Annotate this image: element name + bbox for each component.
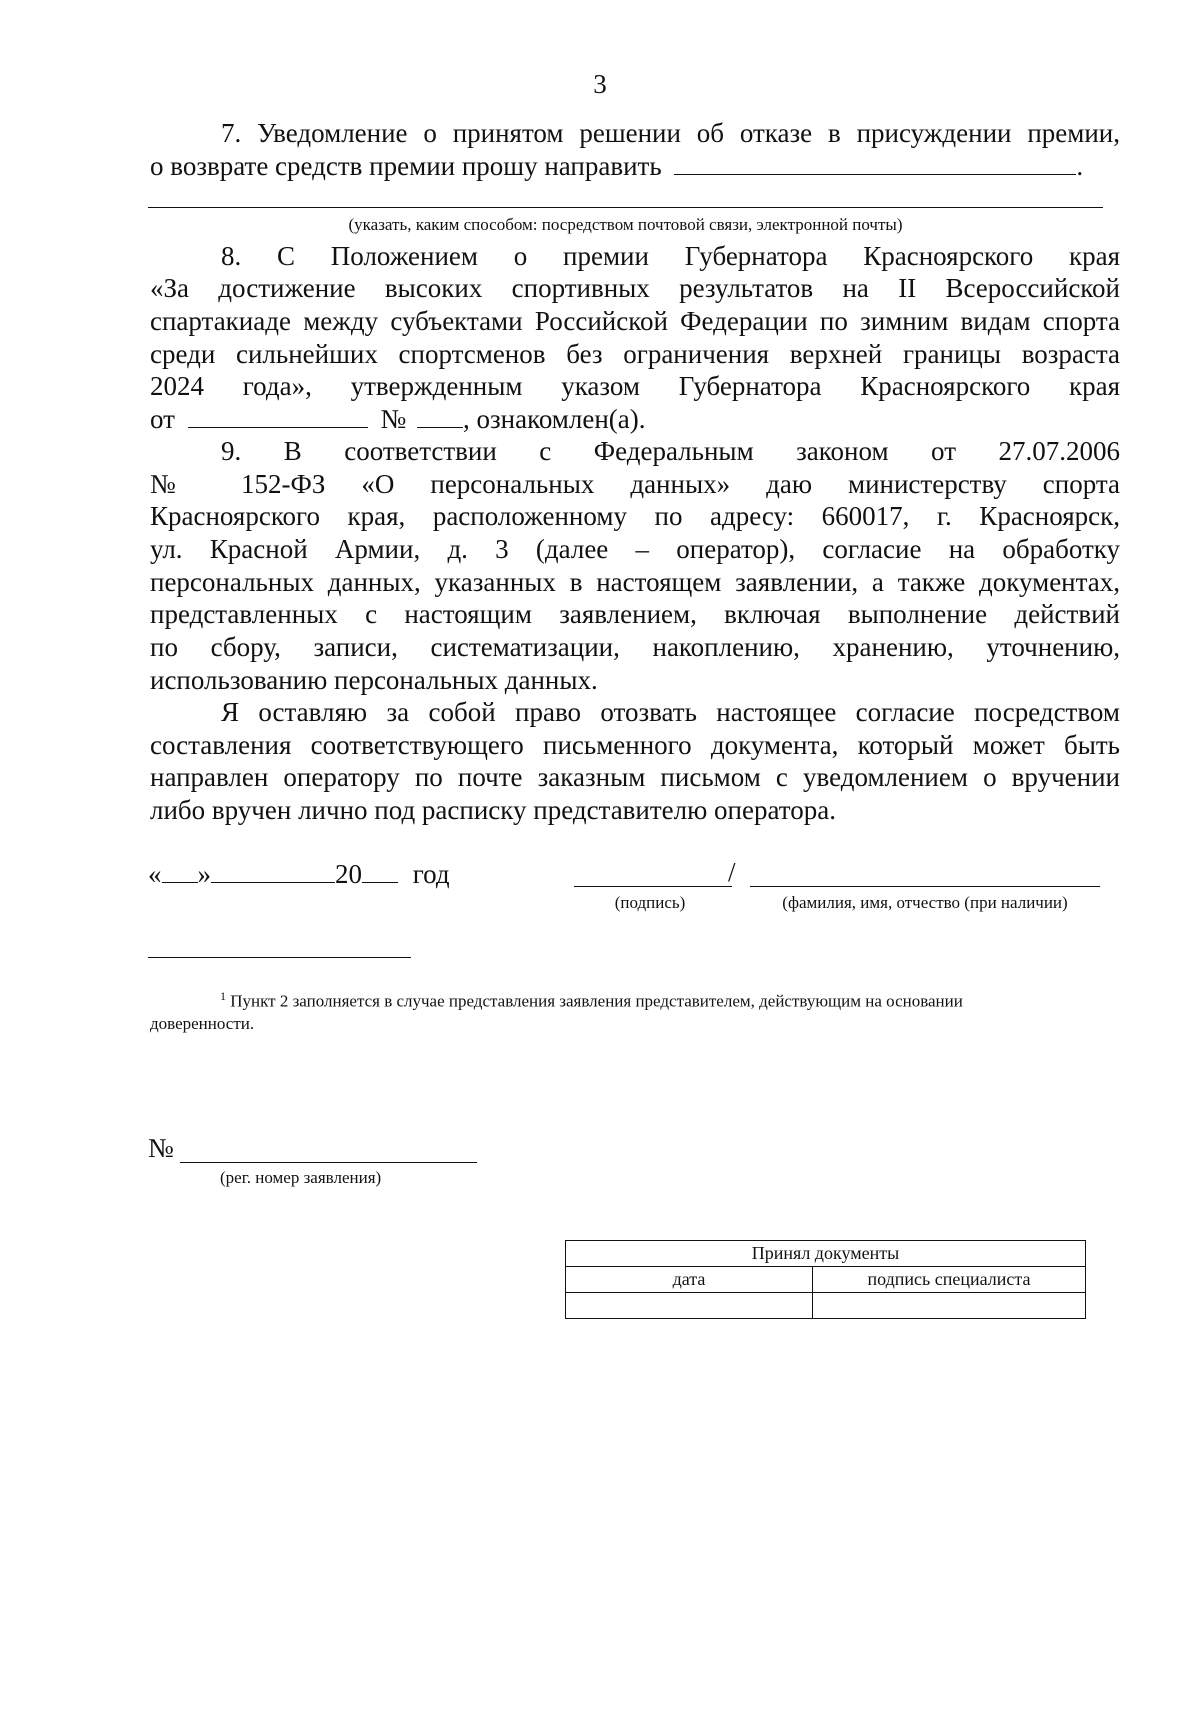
full-name-line[interactable] (750, 886, 1100, 887)
item8-line6 (150, 403, 1120, 436)
item9-line5: персональных данных, указанных в настоящем заявлении, а также документах, (150, 567, 1120, 597)
year-blank[interactable] (362, 858, 398, 883)
date-quote-open: « (148, 859, 162, 889)
accept-table-sign-cell[interactable] (813, 1293, 1086, 1319)
signature-label: (подпись) (614, 893, 686, 912)
item9-line3: Красноярского края, расположенному по адресу: 660017, г. Красноярск, (150, 501, 1120, 531)
item8-line4: среди сильнейших спортсменов без ограничения верхней границы возраста (150, 339, 1120, 369)
acknowledged-text: , ознакомлен(а). (462, 404, 646, 434)
year-prefix: 20 (335, 859, 362, 889)
accept-table-date-header: дата (566, 1267, 813, 1293)
item7-line1: 7. Уведомление о принятом решении об отказе в присуждении премии, (221, 118, 1120, 148)
item7-period: . (1076, 151, 1084, 181)
footnote-separator (148, 957, 411, 958)
item8-line2: «За достижение высоких спортивных результатов на II Всероссийской (150, 273, 1120, 303)
item7-line2-text: о возврате средств премии прошу направить (150, 151, 662, 181)
accept-documents-table (565, 1240, 1086, 1319)
revoke-line2: составления соответствующего письменного документа, который может быть (150, 730, 1120, 760)
item9-line7: по сбору, записи, систематизации, накоплению, хранению, уточнению, (150, 632, 1120, 662)
item8-line1: 8. С Положением о премии Губернатора Красноярского края (221, 241, 1120, 271)
footnote-line1: Пункт 2 заполняется в случае представления заявления представителем, действующим на основании (230, 991, 963, 1011)
day-blank[interactable] (162, 858, 198, 883)
item8-line3: спартакиаде между субъектами Российской Федерации по зимним видам спорта (150, 306, 1120, 336)
decree-date-blank[interactable] (188, 403, 368, 428)
item9-line4: ул. Красной Армии, д. 3 (далее – оператор), согласие на обработку (150, 534, 1120, 564)
signature-line[interactable] (574, 886, 732, 887)
page-number: 3 (593, 69, 607, 99)
revoke-line4: либо вручен лично под расписку представителю оператора. (150, 795, 836, 825)
reg-number-label: (рег. номер заявления) (220, 1168, 382, 1187)
item9-line2: № 152-ФЗ «О персональных данных» даю министерству спорта (150, 469, 1120, 499)
decree-from-label: от (150, 404, 175, 434)
decree-number-sign: № (380, 404, 407, 434)
footnote-mark: 1 (220, 989, 226, 1003)
item8-line5: 2024 года», утвержденным указом Губернатора Красноярского края (150, 371, 1120, 401)
delivery-method-line2[interactable] (148, 207, 1103, 208)
decree-number-blank[interactable] (417, 403, 463, 428)
date-field (148, 858, 450, 891)
accept-table-sign-header: подпись специалиста (813, 1267, 1086, 1293)
full-name-label: (фамилия, имя, отчество (при наличии) (782, 893, 1068, 912)
month-blank[interactable] (211, 858, 335, 883)
reg-number-line[interactable] (180, 1162, 477, 1163)
delivery-method-blank[interactable] (674, 150, 1076, 175)
year-word: год (412, 859, 450, 889)
revoke-line1: Я оставляю за собой право отозвать настоящее согласие посредством (221, 697, 1120, 727)
footnote (150, 985, 1120, 1035)
revoke-line3: направлен оператору по почте заказным письмом с уведомлением о вручении (150, 762, 1120, 792)
accept-table-title: Принял документы (566, 1241, 1086, 1267)
signature-slash: / (728, 857, 736, 887)
item7-line2 (150, 150, 1120, 183)
date-quote-close: » (197, 859, 211, 889)
accept-table-date-cell[interactable] (566, 1293, 813, 1319)
item9-line1: 9. В соответствии с Федеральным законом от 27.07.2006 (221, 436, 1120, 466)
item9-line8: использованию персональных данных. (150, 665, 598, 695)
item9-line6: представленных с настоящим заявлением, включая выполнение действий (150, 599, 1120, 629)
reg-number-sign: № (148, 1133, 174, 1163)
footnote-line2: доверенности. (150, 1013, 255, 1033)
delivery-method-hint: (указать, каким способом: посредством почтовой связи, электронной почты) (348, 215, 903, 234)
